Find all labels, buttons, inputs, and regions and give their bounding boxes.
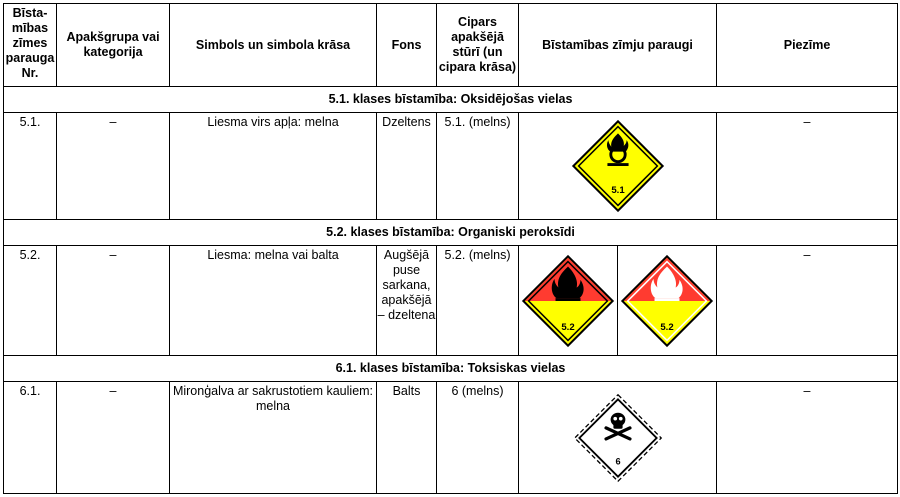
cell-sign-black-flame [519, 246, 618, 356]
hazard-sign-5-2-black [520, 253, 616, 349]
cell-sign-white-flame [618, 246, 717, 356]
header-examples: Bīstamības zīmju paraugi [519, 4, 717, 87]
cell-symbol: Liesma: melna vai balta [170, 246, 377, 356]
cell-symbol: Liesma virs apļa: melna [170, 113, 377, 220]
cell-signs [519, 113, 717, 220]
cell-symbol: Mironģalva ar sakrustotiem kauliem: melna [170, 382, 377, 494]
sign-label: 5.2 [561, 321, 575, 333]
hazard-sign-5-2-white [619, 253, 715, 349]
header-digit: Cipars apakšējā stūrī (un cipara krāsa) [437, 4, 519, 87]
cell-note: – [717, 382, 898, 494]
table-row-6-1 [4, 382, 898, 494]
sign-label: 5.1 [610, 184, 625, 196]
hazard-sign-6-1 [572, 392, 664, 484]
cell-subgroup: – [57, 382, 170, 494]
cell-nr: 6.1. [4, 382, 57, 494]
table-row-5-1 [4, 113, 898, 220]
sign-label: 6 [614, 456, 621, 467]
cell-background: Augšējā puse sarkana, apakšējā – dzeltena [377, 246, 437, 356]
header-row [4, 4, 898, 87]
hazard-sign-table [3, 3, 898, 494]
cell-subgroup: – [57, 113, 170, 220]
cell-background: Dzeltens [377, 113, 437, 220]
cell-note: – [717, 113, 898, 220]
cell-digit: 5.2. (melns) [437, 246, 519, 356]
cell-background: Balts [377, 382, 437, 494]
cell-digit: 6 (melns) [437, 382, 519, 494]
cell-note: – [717, 246, 898, 356]
header-nr: Bīstamības zīmes parauga Nr. [4, 4, 57, 87]
header-subgroup: Apakšgrupa vai kategorija [57, 4, 170, 87]
header-background: Fons [377, 4, 437, 87]
section-title-5-2: 5.2. klases bīstamība: Organiski peroksīdi [4, 220, 898, 246]
cell-nr: 5.2. [4, 246, 57, 356]
cell-signs [519, 382, 717, 494]
header-symbol: Simbols un simbola krāsa [170, 4, 377, 87]
cell-subgroup: – [57, 246, 170, 356]
hazard-sign-5-1 [570, 118, 666, 214]
section-title-5-1: 5.1. klases bīstamība: Oksidējošas vielas [4, 87, 898, 113]
sign-label: 5.2 [660, 321, 674, 333]
table-row-5-2 [4, 246, 898, 356]
section-title-6-1: 6.1. klases bīstamība: Toksiskas vielas [4, 356, 898, 382]
header-note: Piezīme [717, 4, 898, 87]
cell-nr: 5.1. [4, 113, 57, 220]
cell-digit: 5.1. (melns) [437, 113, 519, 220]
